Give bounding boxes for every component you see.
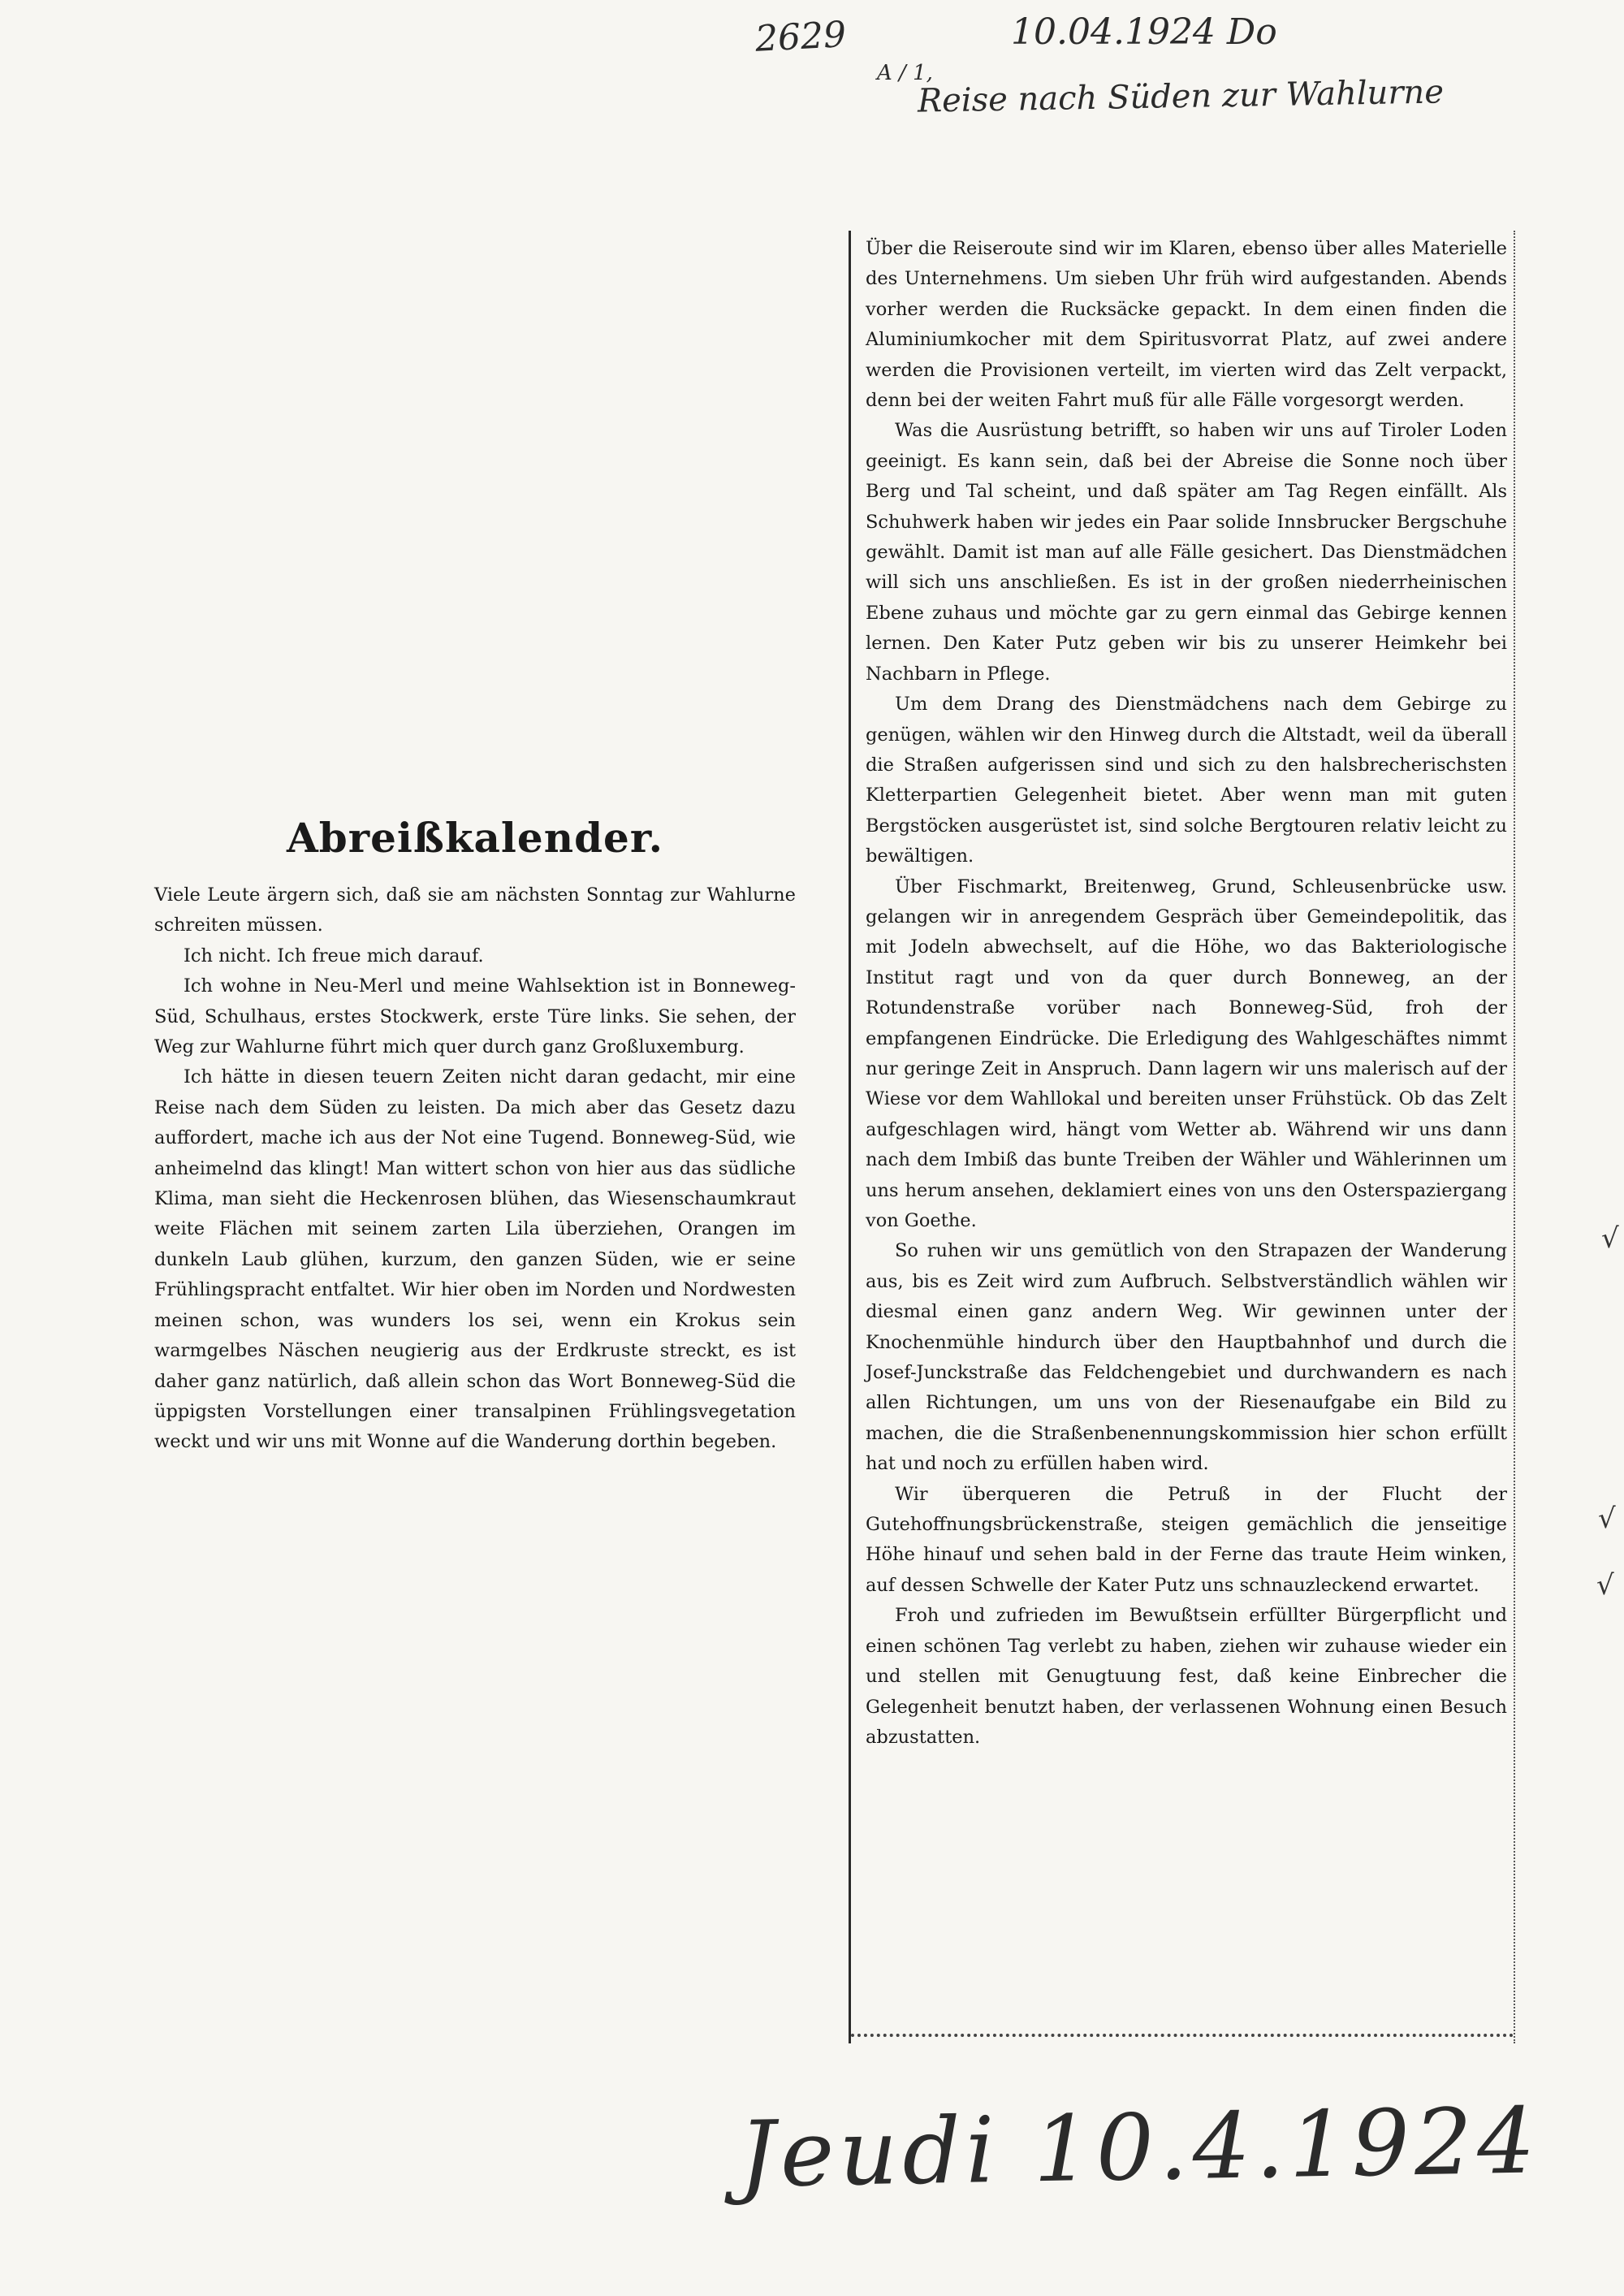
article-paragraph: Viele Leute ärgern sich, daß sie am nächsten Sonntag zur Wahlurne schreiten müssen.: [154, 884, 796, 936]
article-paragraph: Froh und zufrieden im Bewußtsein erfüllter Bürgerpflicht und einen schönen Tag verlebt zu haben, ziehen wir zuhause wieder ein und stellen mit Genugtuung fest, daß keine Einbrecher die Gelegenheit benutzt haben, der verlassenen Wohnung einen Besuch abzustatten.: [866, 1605, 1507, 1748]
article-heading: Abreißkalender.: [286, 814, 664, 862]
article-paragraph: Wir überqueren die Petruß in der Flucht der Gutehoffnungsbrückenstraße, steigen gemächlich die jenseitige Höhe hinauf und sehen bald in der Ferne das traute Heim winken, auf dessen Schwelle der Kater Putz uns schnauzleckend erwartet.: [866, 1483, 1507, 1596]
check-mark-icon: √: [1596, 1569, 1614, 1602]
marker-annotation: A / 1,: [877, 61, 933, 85]
article-paragraph: Ich hätte in diesen teuern Zeiten nicht daran gedacht, mir eine Reise nach dem Süden zu leisten. Da mich aber das Gesetz dazu auffordert, mache ich aus der Not eine Tugend. Bonneweg-Süd, wie anheimelnd das klingt! Man wittert schon von hier aus das südliche Klima, man sieht die Heckenrosen blühen, das Wiesenschaumkraut weite Flächen mit seinem zarten Lila überziehen, Orangen im dunkeln Laub glühen, kurzum, den ganzen Süden, wie er seine Frühlingspracht entfaltet. Wir hier oben im Norden und Nordwesten meinen schon, was wunders los sei, wenn ein Krokus sein warmgelbes Näschen neugierig aus der Erdkruste streckt, es ist daher ganz natürlich, daß allein schon das Wort Bonneweg-Süd die üppigsten Vorstellungen einer transalpinen Frühlingsvegetation weckt und wir uns mit Wonne auf die Wanderung dorthin begeben.: [154, 1066, 796, 1453]
clipping-edge-divider: [851, 2034, 1514, 2037]
left-article: [154, 812, 796, 1458]
right-article: [849, 231, 1515, 2043]
article-paragraph: Über die Reiseroute sind wir im Klaren, ebenso über alles Materielle des Unternehmens. Um sieben Uhr früh wird aufgestanden. Abends vorher werden die Rucksäcke gepackt. In dem einen finden die Aluminiumkocher mit dem Spiritusvorrat Platz, auf zwei andere werden die Provisionen verteilt, im vierten wird das Zelt verpackt, denn bei der weiten Fahrt muß für alle Fälle vorgesorgt werden.: [866, 238, 1507, 412]
article-paragraph: Um dem Drang des Dienstmädchens nach dem Gebirge zu genügen, wählen wir den Hinweg durch die Altstadt, weil da überall die Straßen aufgerissen sind und sich zu den halsbrecherischsten Kletterpartien Gelegenheit bietet. Aber wenn man mit guten Bergstöcken ausgerüstet ist, sind solche Bergtouren relativ leicht zu bewältigen.: [866, 694, 1507, 867]
article-paragraph: Über Fischmarkt, Breitenweg, Grund, Schleusenbrücke usw. gelangen wir in anregendem Gespräch über Gemeindepolitik, das mit Jodeln abwechselt, auf die Höhe, wo das Bakteriologische Institut ragt und von da quer durch Bonneweg, an der Rotundenstraße vorüber nach Bonneweg-Süd, froh der empfangenen Eindrücke. Die Erledigung des Wahlgeschäftes nimmt nur geringe Zeit in Anspruch. Dann lagern wir uns malerisch auf der Wiese vor dem Wahllokal und bereiten unser Frühstück. Ob das Zelt aufgeschlagen wird, hängt vom Wetter ab. Während wir uns dann nach dem Imbiß das bunte Treiben der Wähler und Wählerinnen um uns herum ansehen, deklamiert eines von uns den Osterspaziergang von Goethe.: [866, 876, 1507, 1231]
title-annotation: Reise nach Süden zur Wahlurne: [917, 73, 1445, 120]
article-paragraph: Ich nicht. Ich freue mich darauf.: [184, 945, 484, 966]
article-paragraph: Was die Ausrüstung betrifft, so haben wir uns auf Tiroler Loden geeinigt. Es kann sein, daß bei der Abreise die Sonne noch über Berg und Tal scheint, und daß später am Tag Regen einfällt. Als Schuhwerk haben wir jedes ein Paar solide Innsbrucker Bergschuhe gewählt. Damit ist man auf alle Fälle gesichert. Das Dienstmädchen will sich uns anschließen. Es ist in der großen niederrheinischen Ebene zuhaus und möchte gar zu gern einmal das Gebirge kennen lernen. Den Kater Putz geben wir bis zu unserer Heimkehr bei Nachbarn in Pflege.: [866, 420, 1507, 685]
check-mark-icon: √: [1601, 1222, 1619, 1255]
check-mark-icon: √: [1598, 1503, 1616, 1535]
date-annotation: 10.04.1924 Do: [1011, 11, 1277, 53]
archive-number-annotation: 2629: [754, 14, 848, 60]
article-paragraph: Ich wohne in Neu-Merl und meine Wahlsektion ist in Bonneweg-Süd, Schulhaus, erstes Stockwerk, erste Türe links. Sie sehen, der Weg zur Wahlurne führt mich quer durch ganz Großluxemburg.: [154, 975, 796, 1058]
article-paragraph: So ruhen wir uns gemütlich von den Strapazen der Wanderung aus, bis es Zeit wird zum Aufbruch. Selbstverständlich wählen wir diesmal einen ganz andern Weg. Wir gewinnen unter der Knochenmühle hindurch über den Hauptbahnhof und durch die Josef-Junckstraße das Feldchengebiet und durchwandern es nach allen Richtungen, um uns von der Riesenaufgabe ein Bild zu machen, die die Straßenbenennungskommission hier schon erfüllt hat und noch zu erfüllen haben wird.: [866, 1240, 1507, 1475]
handwritten-date: Jeudi 10.4.1924: [737, 2088, 1541, 2208]
